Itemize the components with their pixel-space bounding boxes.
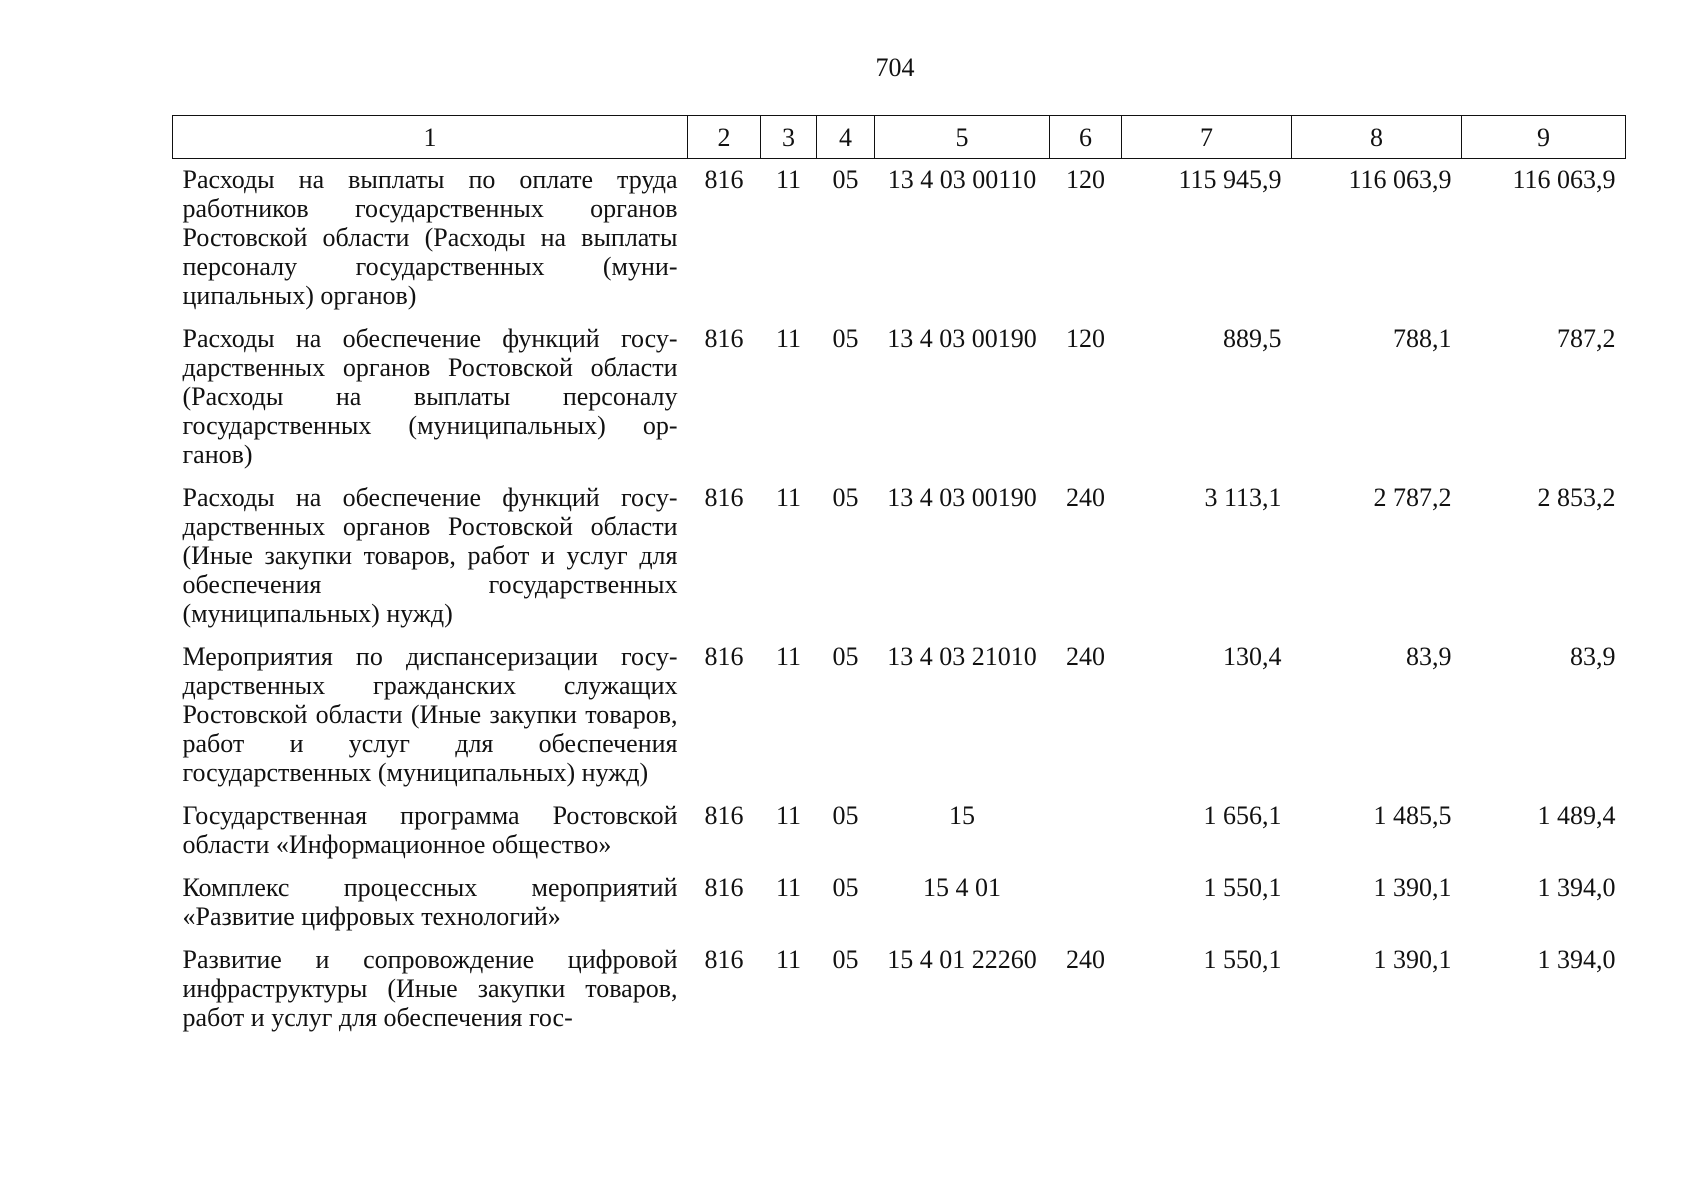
target-article-code: 15 4 01 22260 xyxy=(887,945,1037,974)
expense-type-code xyxy=(1050,865,1122,937)
expense-name: Комплекс процессных мероприятий «Развитие цифровых технологий» xyxy=(182,873,678,931)
amount-year-3: 1 489,4 xyxy=(1537,801,1616,830)
expense-type-code: 120 xyxy=(1066,165,1105,194)
expense-name: Государственная программа Ростовской области «Информационное общество» xyxy=(182,801,678,859)
amount-year-3: 2 853,2 xyxy=(1537,483,1616,512)
amount-year-1: 1 550,1 xyxy=(1203,873,1282,902)
expense-type-code: 240 xyxy=(1066,945,1105,974)
subsection-code: 05 xyxy=(832,873,859,902)
expense-type-code: 240 xyxy=(1066,642,1105,671)
section-code: 11 xyxy=(775,642,802,671)
table-row xyxy=(173,634,1626,793)
table-row xyxy=(173,793,1626,865)
subsection-code: 05 xyxy=(832,801,859,830)
table-row xyxy=(173,937,1626,1038)
amount-year-1: 889,5 xyxy=(1223,324,1282,353)
ministry-code: 816 xyxy=(704,873,744,902)
ministry-code: 816 xyxy=(704,801,744,830)
column-header: 6 xyxy=(1050,116,1122,159)
page-number: 704 xyxy=(875,53,915,82)
amount-year-3: 1 394,0 xyxy=(1537,945,1616,974)
amount-year-3: 1 394,0 xyxy=(1537,873,1616,902)
amount-year-2: 1 390,1 xyxy=(1373,873,1452,902)
ministry-code: 816 xyxy=(704,324,744,353)
table-row xyxy=(173,316,1626,475)
table-header-row xyxy=(173,116,1626,159)
column-header: 3 xyxy=(761,116,817,159)
amount-year-2: 788,1 xyxy=(1393,324,1452,353)
target-article-code: 13 4 03 21010 xyxy=(887,642,1037,671)
amount-year-2: 1 485,5 xyxy=(1373,801,1452,830)
amount-year-3: 83,9 xyxy=(1570,642,1616,671)
ministry-code: 816 xyxy=(704,165,744,194)
amount-year-2: 2 787,2 xyxy=(1373,483,1452,512)
expense-type-code: 240 xyxy=(1066,483,1105,512)
amount-year-2: 1 390,1 xyxy=(1373,945,1452,974)
subsection-code: 05 xyxy=(832,642,859,671)
section-code: 11 xyxy=(775,945,802,974)
column-header: 4 xyxy=(817,116,875,159)
ministry-code: 816 xyxy=(704,642,744,671)
section-code: 11 xyxy=(775,165,802,194)
section-code: 11 xyxy=(775,324,802,353)
amount-year-1: 130,4 xyxy=(1223,642,1282,671)
expense-name: Мероприятия по диспансеризации государственных гражданских служащих Ростовской области (Иные закупки товаров, работ и услуг для обеспечения государственных (муниципальных) нужд) xyxy=(182,642,678,787)
expense-name: Расходы на обеспечение функций государственных органов Ростовской области (Иные закупки товаров, работ и услуг для обеспечения государственных (муниципальных) нужд) xyxy=(182,483,678,628)
subsection-code: 05 xyxy=(832,324,859,353)
amount-year-2: 83,9 xyxy=(1406,642,1452,671)
column-header: 1 xyxy=(173,116,688,159)
target-article-code: 13 4 03 00190 xyxy=(887,324,1037,353)
table-row xyxy=(173,159,1626,317)
amount-year-3: 787,2 xyxy=(1557,324,1616,353)
amount-year-1: 1 550,1 xyxy=(1203,945,1282,974)
column-header: 7 xyxy=(1122,116,1292,159)
table-row xyxy=(173,865,1626,937)
section-code: 11 xyxy=(775,483,802,512)
table-row xyxy=(173,475,1626,634)
section-code: 11 xyxy=(775,873,802,902)
amount-year-1: 3 113,1 xyxy=(1204,483,1282,512)
column-header: 2 xyxy=(688,116,761,159)
expense-name: Развитие и сопровождение цифровой инфраструктуры (Иные закупки товаров, работ и услуг для обеспечения гос- xyxy=(182,945,678,1032)
amount-year-2: 116 063,9 xyxy=(1348,165,1452,194)
amount-year-1: 1 656,1 xyxy=(1203,801,1282,830)
budget-table xyxy=(172,115,1626,1038)
subsection-code: 05 xyxy=(832,945,859,974)
target-article-code: 15 xyxy=(949,801,975,830)
subsection-code: 05 xyxy=(832,165,859,194)
target-article-code: 13 4 03 00110 xyxy=(887,165,1037,194)
column-header: 9 xyxy=(1462,116,1626,159)
ministry-code: 816 xyxy=(704,483,744,512)
amount-year-1: 115 945,9 xyxy=(1178,165,1282,194)
section-code: 11 xyxy=(775,801,802,830)
target-article-code: 15 4 01 xyxy=(923,873,1001,902)
expense-name: Расходы на выплаты по оплате труда работников государственных органов Ростовской области (Расходы на выплаты персоналу государственных (муниципальных) органов) xyxy=(182,165,678,310)
expense-type-code xyxy=(1050,793,1122,865)
column-header: 8 xyxy=(1292,116,1462,159)
ministry-code: 816 xyxy=(704,945,744,974)
expense-name: Расходы на обеспечение функций государственных органов Ростовской области (Расходы на выплаты персоналу государственных (муниципальных) органов) xyxy=(182,324,678,469)
target-article-code: 13 4 03 00190 xyxy=(887,483,1037,512)
amount-year-3: 116 063,9 xyxy=(1512,165,1616,194)
expense-type-code: 120 xyxy=(1066,324,1105,353)
column-header: 5 xyxy=(875,116,1050,159)
subsection-code: 05 xyxy=(832,483,859,512)
